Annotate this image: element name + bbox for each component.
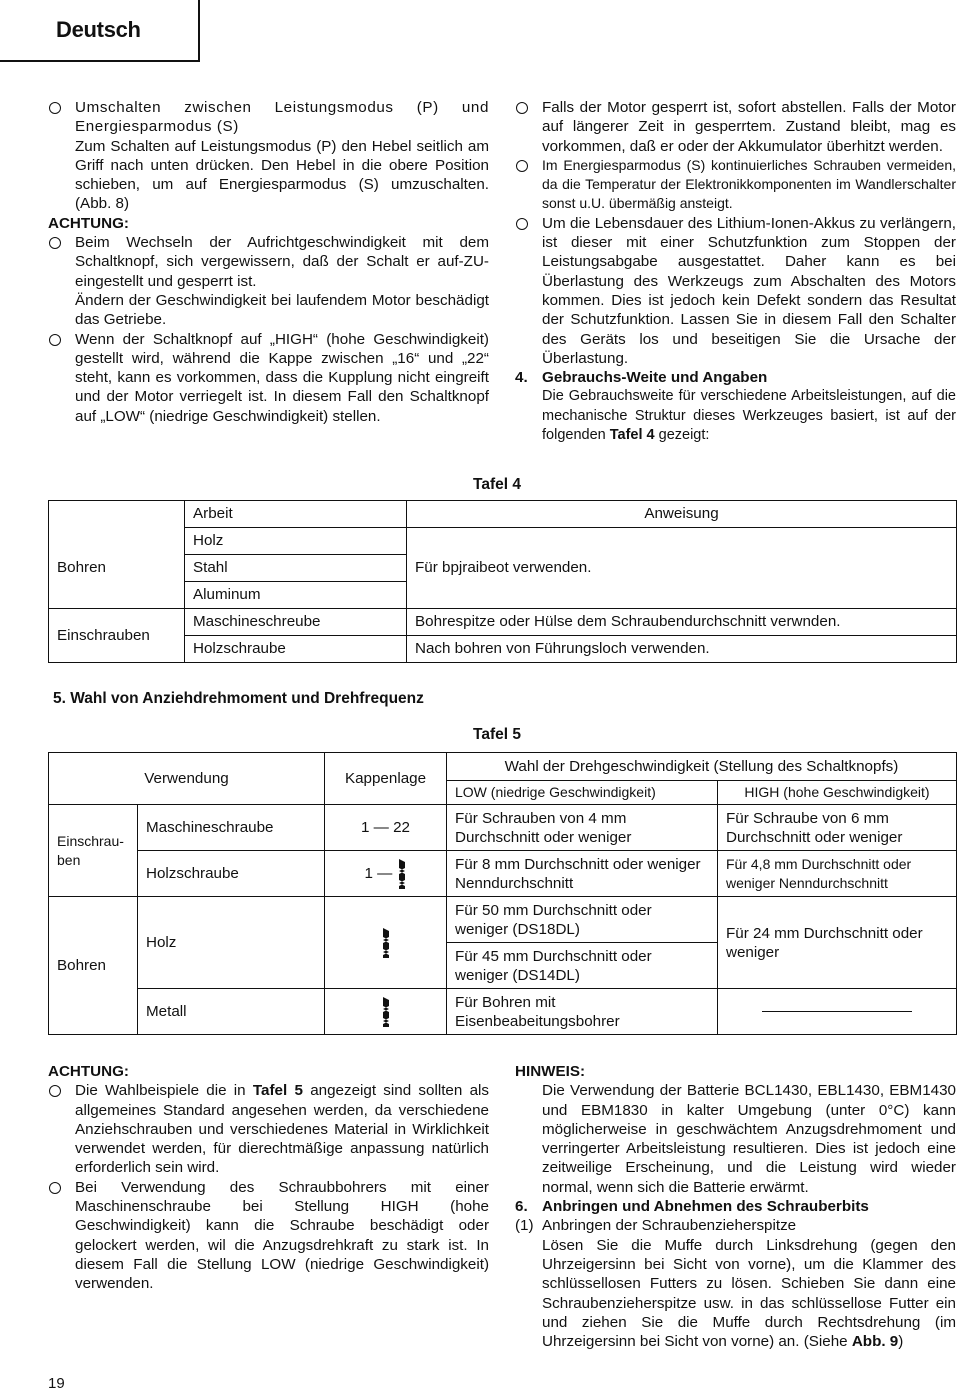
table5-high: HIGH (hohe Geschwindigkeit) bbox=[718, 781, 957, 805]
table5-holz: Holz bbox=[138, 897, 325, 989]
table4-empty-cell bbox=[49, 501, 185, 528]
left-column-bottom bbox=[48, 1062, 489, 1294]
table5-holzschraube: Holzschraube bbox=[138, 851, 325, 897]
table4-anw-bohren: Für bpjraibeot verwenden. bbox=[407, 528, 957, 609]
table5-high-holzschraube: Für 4,8 mm Durchschnitt oder weniger Nenndurchschnitt bbox=[718, 851, 957, 897]
table5-caption: Tafel 5 bbox=[473, 726, 521, 743]
section-4-body bbox=[515, 387, 956, 445]
table5-wahl: Wahl der Drehgeschwindigkeit (Stellung des Schaltknopfs) bbox=[447, 753, 957, 781]
drill-bit-icon bbox=[397, 859, 407, 889]
right-column-bottom bbox=[515, 1062, 956, 1351]
page-number: 19 bbox=[48, 1375, 65, 1392]
bullet-energy-mode: Im Energiesparmodus (S) kontinuierliches Schrauben vermeiden, da die Temperatur der Elektronikkomponenten im Wandlerschalter sonst u.U. übermäßig ansteigt. bbox=[515, 156, 956, 214]
section-4-number: 4. bbox=[515, 369, 528, 387]
table5-kap-metall bbox=[325, 989, 447, 1035]
table5-low-holzschraube: Für 8 mm Durchschnitt oder weniger Nenndurchschnitt bbox=[447, 851, 718, 897]
bullet-speed-change: Beim Wechseln der Aufrichtgeschwindigkeit mit dem Schaltknopf, sich vergewissern, daß der Schalt er auf-ZU-eingestellt und gesperrt ist. bbox=[48, 233, 489, 291]
section-4-title: Gebrauchs-Weite und Angaben bbox=[542, 369, 768, 387]
bullet-speed-change-cont: Ändern der Geschwindigkeit bei laufendem Motor beschädigt das Getriebe. bbox=[75, 291, 489, 329]
table4-einschrauben: Einschrauben bbox=[49, 609, 185, 663]
section-4 bbox=[515, 368, 956, 387]
hinweis-heading: HINWEIS: bbox=[515, 1063, 586, 1080]
right-column-top bbox=[515, 98, 956, 445]
table5-high-maschine: Für Schraube von 6 mm Durchschnitt oder weniger bbox=[718, 805, 957, 851]
table4-stahl: Stahl bbox=[185, 555, 407, 582]
subsection-1-text: Lösen Sie die Muffe durch Linksdrehung (gegen den Uhrzeigersinn bei Sicht von vorne), um die Klammer des schlüssellosen Futters zu lösen. Schieben Sie dann eine Schraubenzieherspitze usw. in das schlüssellose Futter ein und ziehen Sie die Muffe durch Rechtsdrehung (im Uhrzeigersinn bei Sicht von vorne) an. (Siehe bbox=[542, 1236, 956, 1351]
language-header bbox=[0, 0, 200, 62]
section-5-title: 5. Wahl von Anziehdrehmoment und Drehfrequenz bbox=[53, 690, 424, 707]
bullet-battery-protection: Um die Lebensdauer des Lithium-Ionen-Akkus zu verlängern, ist dieser mit einer Schutzfunktion zum Stoppen der Leistungsabgabe ausgestattet. Daher kann es bei Überlastung des Werkzeugs zum Abschalten des Motors kommen. Dies ist jedoch kein Defekt sondern das Resultat der Schutzfunktion. Lassen Sie in diesem Fall den Schalter des Geräts los und beseitigen Sie die Ursache der Überlastung. bbox=[515, 214, 956, 368]
subsection-1-number: (1) bbox=[515, 1217, 534, 1235]
drill-bit-icon bbox=[381, 928, 391, 958]
table5-kap-maschine: 1 — 22 bbox=[325, 805, 447, 851]
table5-low-holz1: Für 50 mm Durchschnitt oder weniger (DS18DL) bbox=[447, 897, 718, 943]
bullet-table5-post: angezeigt sind sollten als allgemeines Standard angesehen werden, da verschiedene Anziehschrauben und verschiedenes Material in Wirklichkeit verwendet werden, für dierechtmäßige anpassung natürlich erforderlich sein wird. bbox=[75, 1082, 489, 1177]
table4-anw-maschine: Bohrespitze oder Hülse dem Schraubendurchschnitt verwnden. bbox=[407, 609, 957, 636]
table4-head-anweisung: Anweisung bbox=[407, 501, 957, 528]
hinweis-body: Die Verwendung der Batterie BCL1430, EBL1430, EBM1430 und EBM1830 in kalter Umgebung (unter 0°C) kann möglicherweise in geschwächtem Anzugsdrehmoment und verringerter Arbeitsleistung resultieren. Dies ist jedoch eine zeitweilige Erscheinung, und die Leistung wird wieder normal, wenn sich die Batterie erwärmt. bbox=[542, 1082, 956, 1196]
table5-bohren: Bohren bbox=[49, 897, 138, 1035]
subsection-1-end: ) bbox=[898, 1333, 904, 1351]
table5-metall: Metall bbox=[138, 989, 325, 1035]
table-4 bbox=[48, 500, 957, 663]
section-6-number: 6. bbox=[515, 1198, 528, 1216]
table5-einschrauben: Einschrau-ben bbox=[49, 805, 138, 897]
drill-bit-icon bbox=[381, 997, 391, 1027]
subsection-1-ref: Abb. 9 bbox=[851, 1333, 899, 1351]
bullet-table5-pre: Die Wahlbeispiele die in bbox=[75, 1082, 246, 1100]
section-4-body-text: Die Gebrauchsweite für verschiedene Arbeitsleistungen, auf die mechanische Struktur dieses Werkzeuges basiert, ist auf der folgenden bbox=[542, 388, 956, 444]
table5-kap-bohren-holz bbox=[325, 897, 447, 989]
table5-high-metall-dash bbox=[718, 989, 957, 1035]
left-column-top bbox=[48, 98, 489, 426]
table5-low-metall: Für Bohren mit Eisenbeabeitungsbohrer bbox=[447, 989, 718, 1035]
bullet-table5-ref: Tafel 5 bbox=[252, 1082, 303, 1100]
achtung-heading-2: ACHTUNG: bbox=[48, 1063, 129, 1080]
subsection-1-body bbox=[515, 1236, 956, 1352]
subsection-1 bbox=[515, 1216, 956, 1235]
table5-verwendung: Verwendung bbox=[49, 753, 325, 805]
table4-caption: Tafel 4 bbox=[473, 476, 521, 493]
table5-kappenlage: Kappenlage bbox=[325, 753, 447, 805]
table4-aluminum: Aluminum bbox=[185, 582, 407, 609]
section-6-title: Anbringen und Abnehmen des Schrauberbits bbox=[542, 1198, 869, 1216]
language-title: Deutsch bbox=[56, 17, 141, 42]
table5-kap-holz-cell bbox=[325, 851, 447, 897]
bullet-motor-locked: Falls der Motor gesperrt ist, sofort abstellen. Falls der Motor auf längerer Zeit in gesperrtem. Zustand bleibt, mag es vorkommen, daß er oder der Akkumulator überhitzt werden. bbox=[515, 98, 956, 156]
table5-kap-holz: 1 — bbox=[364, 864, 393, 882]
bullet-table5-note bbox=[48, 1081, 489, 1177]
bullet-machine-screw: Bei Verwendung des Schraubbohrers mit einer Maschinenschraube bei Stellung HIGH (hohe Geschwindigkeit) kann die Schraube beschädigt oder gelockert werden, wil die Anzugsdrehkraft zu stark ist. In diesem Fall die Stellung LOW (niedrige Geschwindigkeit) verwenden. bbox=[48, 1178, 489, 1294]
table4-holz: Holz bbox=[185, 528, 407, 555]
table5-low-maschine: Für Schrauben von 4 mm Durchschnitt oder weniger bbox=[447, 805, 718, 851]
table-5 bbox=[48, 752, 957, 1035]
table5-maschineschraube: Maschineschraube bbox=[138, 805, 325, 851]
achtung-heading: ACHTUNG: bbox=[48, 214, 129, 232]
section-4-table-ref: Tafel 4 bbox=[609, 427, 655, 444]
table5-low-holz2: Für 45 mm Durchschnitt oder weniger (DS14DL) bbox=[447, 943, 718, 989]
table4-maschineschreube: Maschineschreube bbox=[185, 609, 407, 636]
bullet-mode-switch-body: Zum Schalten auf Leistungsmodus (P) den Hebel seitlich am Griff nach unten drücken. Den Hebel in die obere Position schieben, um auf Energiesparmodus (S) umzuschalten. (Abb. 8) bbox=[75, 137, 489, 213]
table4-holzschraube: Holzschraube bbox=[185, 636, 407, 663]
table4-head-arbeit: Arbeit bbox=[185, 501, 407, 528]
dash-line bbox=[762, 1011, 912, 1012]
subsection-1-title: Anbringen der Schraubenzieherspitze bbox=[542, 1217, 797, 1235]
table4-bohren: Bohren bbox=[49, 528, 185, 609]
table5-low: LOW (niedrige Geschwindigkeit) bbox=[447, 781, 718, 805]
bullet-mode-switch-title: Umschalten zwischen Leistungsmodus (P) und Energiesparmodus (S) bbox=[48, 98, 489, 137]
section-6 bbox=[515, 1197, 956, 1216]
bullet-high-setting: Wenn der Schaltknopf auf „HIGH“ (hohe Geschwindigkeit) gestellt wird, während die Kappe zwischen „16“ und „22“ steht, kann es vorkommen, dass die Kupplung nicht eingreift und der Motor verriegelt ist. In diesem Fall den Schaltknopf auf „LOW“ (niedrige Geschwindigkeit) stellen. bbox=[48, 330, 489, 426]
table5-high-holz: Für 24 mm Durchschnitt oder weniger bbox=[718, 897, 957, 989]
table4-anw-holz: Nach bohren von Führungsloch verwenden. bbox=[407, 636, 957, 663]
section-4-body-end: gezeigt: bbox=[658, 427, 710, 444]
